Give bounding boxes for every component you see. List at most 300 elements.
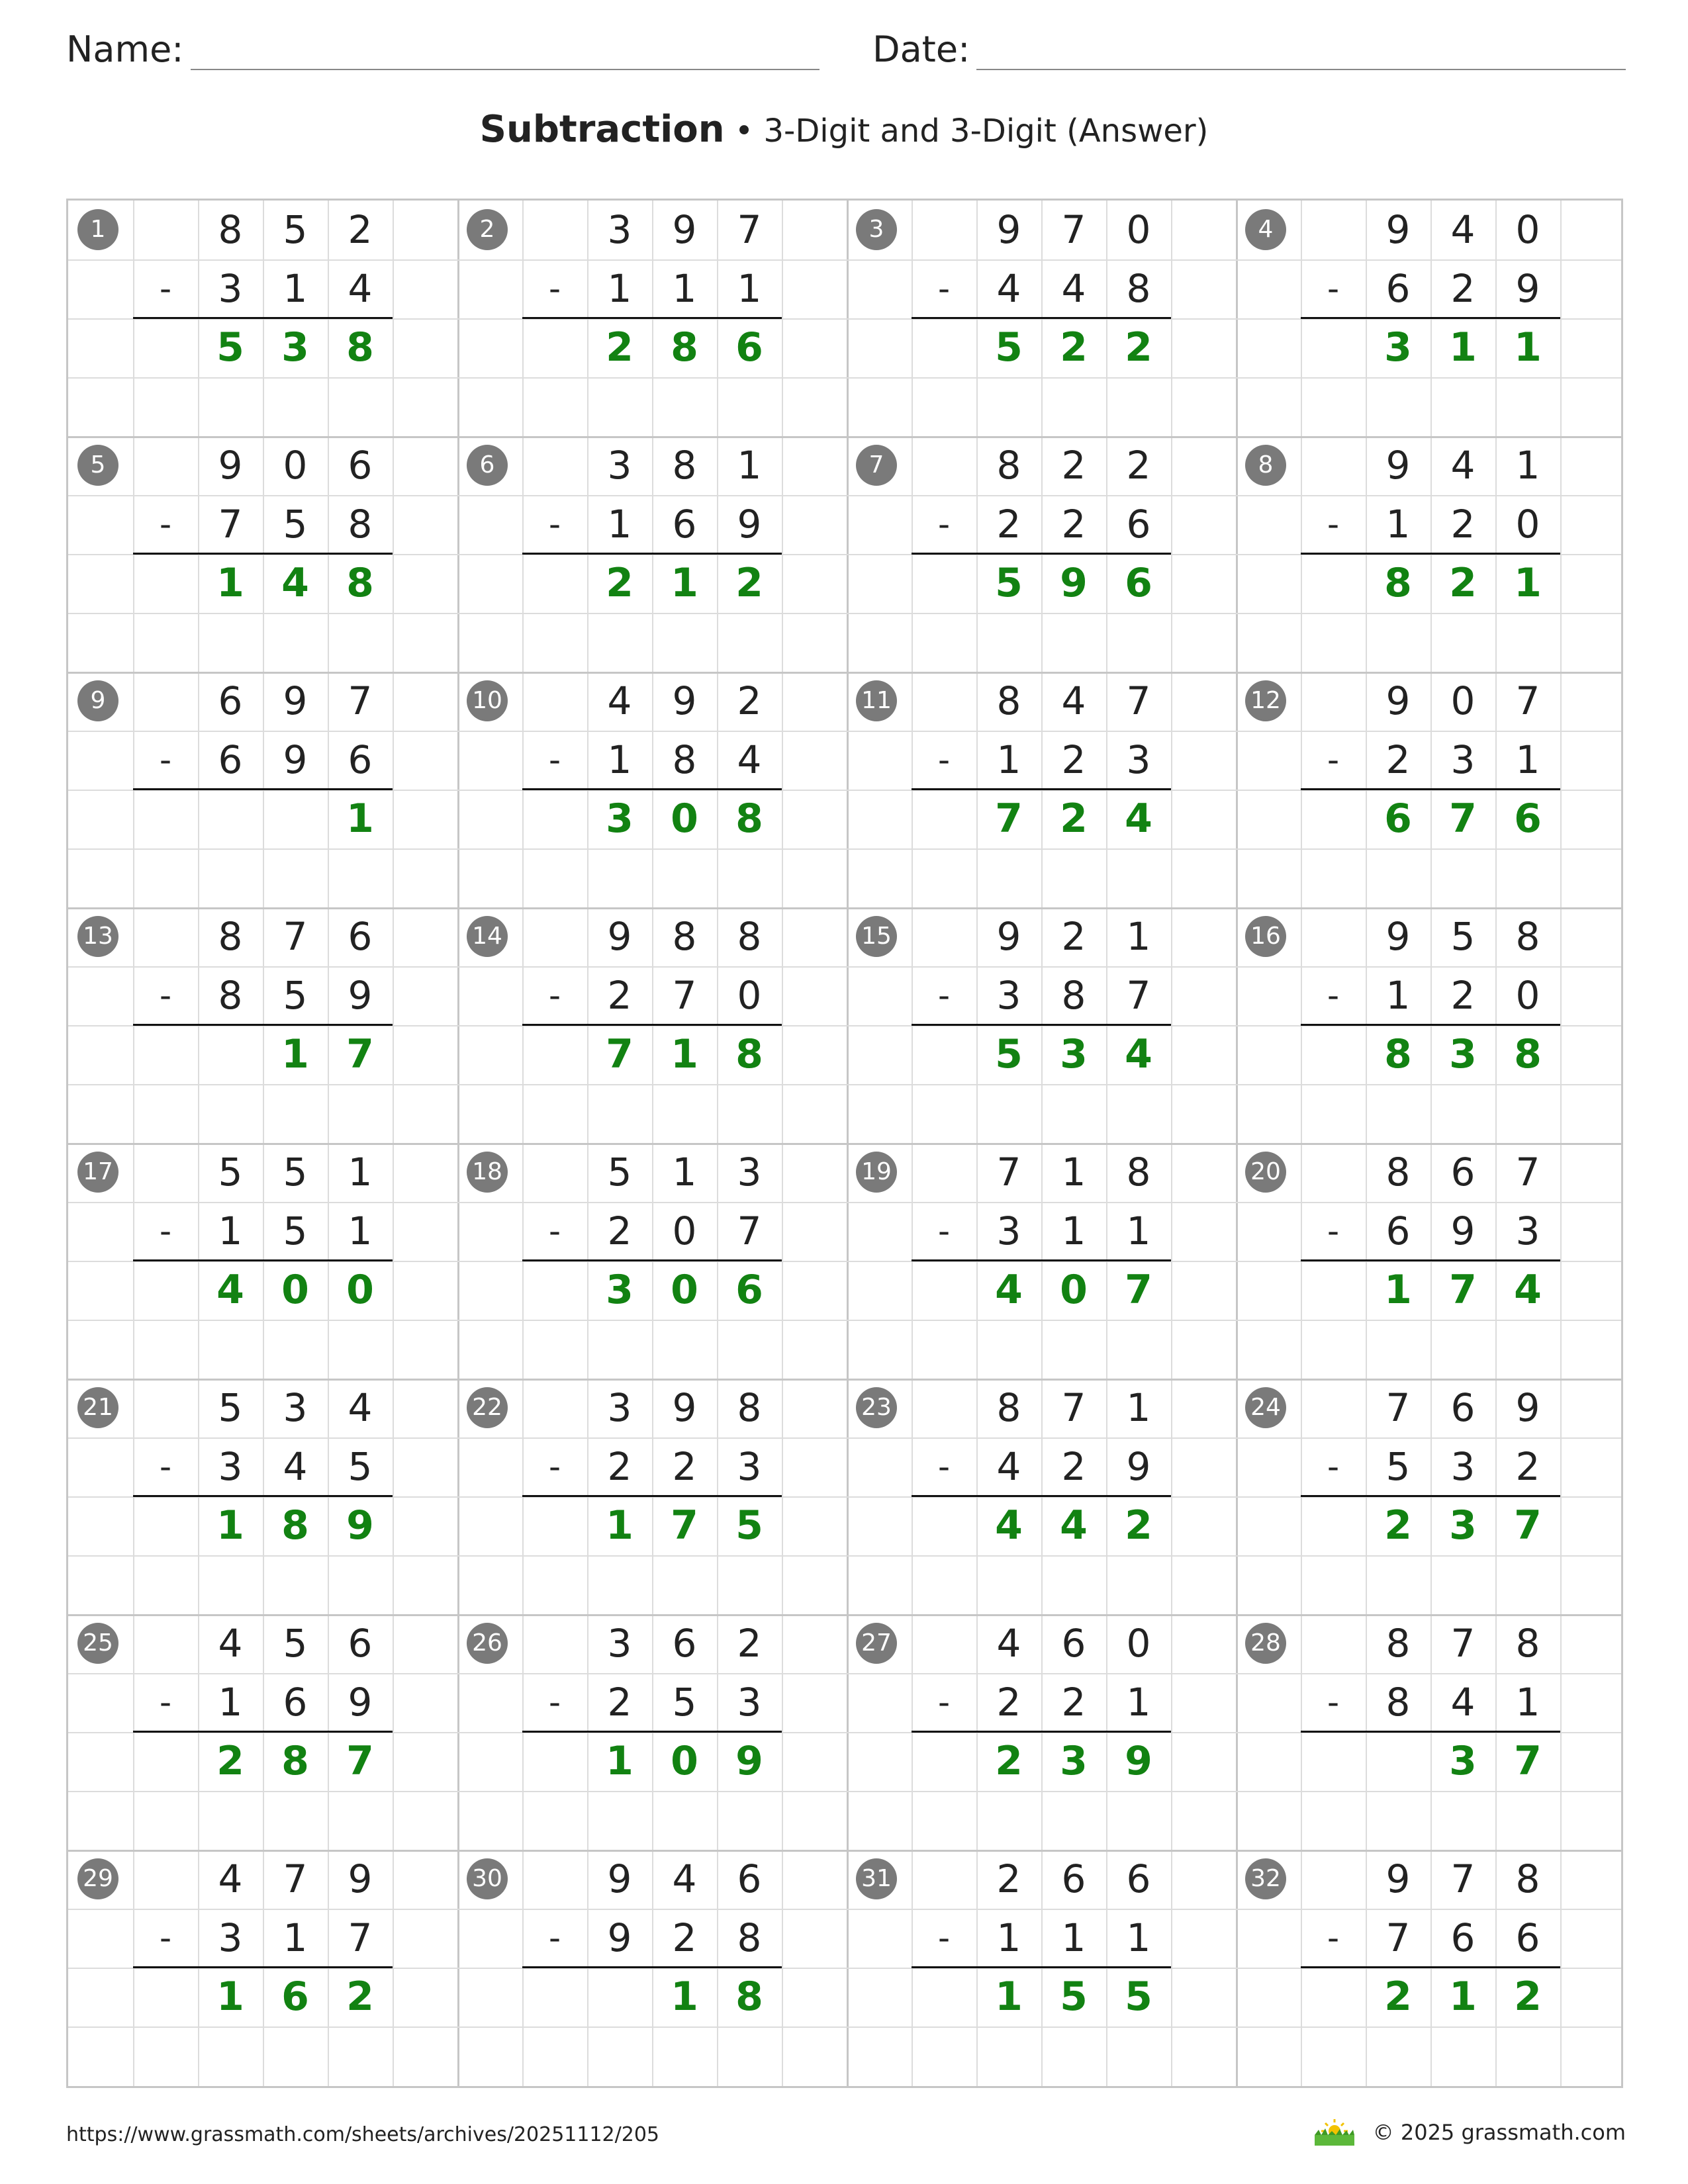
problem-2 — [457, 201, 847, 436]
minuend-digit: 0 — [1450, 678, 1476, 723]
minuend-digit: 9 — [348, 1856, 373, 1901]
subtrahend-digit: 1 — [218, 1680, 243, 1725]
problem-12 — [1236, 672, 1625, 907]
minus-sign: - — [1327, 976, 1340, 1015]
problem-7 — [847, 436, 1236, 672]
minuend-digit: 9 — [672, 678, 697, 723]
answer-digit: 1 — [216, 1502, 244, 1549]
answer-digit: 3 — [606, 1267, 633, 1313]
subtrahend-digit: 2 — [1061, 737, 1086, 782]
minuend-digit: 6 — [1450, 1385, 1476, 1430]
answer-digit: 8 — [671, 324, 698, 371]
minuend-digit: 9 — [283, 678, 308, 723]
subtrahend-digit: 9 — [1126, 1444, 1151, 1489]
answer-digit: 3 — [606, 796, 633, 842]
minuend-digit: 8 — [996, 678, 1021, 723]
problem-5 — [68, 436, 457, 672]
minuend-digit: 2 — [1061, 443, 1086, 488]
subtrahend-digit: 9 — [737, 502, 762, 547]
answer-digit: 6 — [735, 1267, 763, 1313]
answer-digit: 5 — [995, 560, 1023, 606]
subtrahend-digit: 1 — [1126, 1208, 1151, 1253]
minuend-digit: 9 — [672, 207, 697, 252]
problem-number-badge: 20 — [1245, 1152, 1286, 1193]
subtrahend-digit: 2 — [607, 1680, 632, 1725]
subtrahend-digit: 8 — [1061, 973, 1086, 1018]
minus-sign: - — [1327, 1447, 1340, 1486]
subtrahend-digit: 8 — [1126, 266, 1151, 311]
minus-sign: - — [159, 269, 172, 308]
answer-digit: 8 — [281, 1502, 309, 1549]
minus-sign: - — [548, 976, 561, 1015]
subtrahend-digit: 9 — [607, 1915, 632, 1960]
minuend-digit: 8 — [218, 207, 243, 252]
problem-number-badge: 8 — [1245, 445, 1286, 486]
answer-digit: 8 — [735, 796, 763, 842]
minuend-digit: 8 — [737, 914, 762, 959]
minuend-digit: 8 — [1515, 1856, 1540, 1901]
problem-10 — [457, 672, 847, 907]
subtrahend-digit: 2 — [607, 1444, 632, 1489]
problem-1 — [68, 201, 457, 436]
problem-24 — [1236, 1379, 1625, 1614]
answer-digit: 3 — [1060, 1031, 1088, 1077]
minuend-digit: 7 — [996, 1150, 1021, 1195]
answer-digit: 2 — [606, 560, 633, 606]
date-field[interactable] — [872, 24, 1626, 70]
answer-digit: 3 — [1384, 324, 1412, 371]
problem-number-badge: 9 — [77, 680, 118, 721]
subtrahend-digit: 9 — [1450, 1208, 1476, 1253]
answer-digit: 4 — [216, 1267, 244, 1313]
answer-digit: 2 — [1125, 1502, 1152, 1549]
problem-28 — [1236, 1614, 1625, 1850]
minuend-digit: 6 — [1450, 1150, 1476, 1195]
copyright-text: © 2025 grassmath.com — [1372, 2120, 1626, 2145]
subtrahend-digit: 3 — [1126, 737, 1151, 782]
subtrahend-digit: 6 — [1385, 1208, 1411, 1253]
subtrahend-digit: 3 — [996, 973, 1021, 1018]
minuend-digit: 7 — [1450, 1856, 1476, 1901]
minus-sign: - — [1327, 741, 1340, 779]
answer-digit: 7 — [1449, 1267, 1477, 1313]
answer-digit: 5 — [1060, 1974, 1088, 2020]
problem-21 — [68, 1379, 457, 1614]
minuend-digit: 3 — [607, 1385, 632, 1430]
minus-sign: - — [1327, 1919, 1340, 1957]
minus-sign: - — [937, 269, 951, 308]
subtrahend-digit: 1 — [607, 737, 632, 782]
subtrahend-digit: 6 — [1515, 1915, 1540, 1960]
minuend-digit: 4 — [607, 678, 632, 723]
minuend-digit: 8 — [1126, 1150, 1151, 1195]
problem-20 — [1236, 1143, 1625, 1379]
problem-11 — [847, 672, 1236, 907]
minus-sign: - — [159, 1447, 172, 1486]
problem-27 — [847, 1614, 1236, 1850]
minuend-digit: 9 — [218, 443, 243, 488]
problem-grid — [66, 199, 1623, 2088]
minuend-digit: 6 — [672, 1621, 697, 1666]
answer-digit: 6 — [1384, 796, 1412, 842]
subtrahend-digit: 9 — [1515, 266, 1540, 311]
problem-3 — [847, 201, 1236, 436]
answer-digit: 8 — [346, 324, 374, 371]
subtrahend-digit: 3 — [1450, 737, 1476, 782]
answer-digit: 8 — [346, 560, 374, 606]
minuend-digit: 8 — [218, 914, 243, 959]
minuend-digit: 6 — [1061, 1856, 1086, 1901]
minus-sign: - — [937, 1683, 951, 1721]
answer-digit: 2 — [735, 560, 763, 606]
title-main: Subtraction — [479, 108, 725, 151]
subtrahend-digit: 4 — [348, 266, 373, 311]
answer-digit: 1 — [281, 1031, 309, 1077]
subtrahend-digit: 4 — [283, 1444, 308, 1489]
problem-15 — [847, 907, 1236, 1143]
answer-digit: 4 — [995, 1502, 1023, 1549]
answer-digit: 8 — [735, 1974, 763, 2020]
minuend-digit: 5 — [283, 1621, 308, 1666]
answer-digit: 9 — [1060, 560, 1088, 606]
problem-number-badge: 18 — [467, 1152, 508, 1193]
subtrahend-digit: 1 — [996, 737, 1021, 782]
minuend-digit: 9 — [607, 914, 632, 959]
answer-digit: 8 — [1384, 560, 1412, 606]
minuend-digit: 5 — [283, 1150, 308, 1195]
minuend-digit: 3 — [607, 1621, 632, 1666]
minus-sign: - — [159, 505, 172, 543]
minuend-digit: 7 — [1515, 678, 1540, 723]
problem-13 — [68, 907, 457, 1143]
problem-23 — [847, 1379, 1236, 1614]
problem-number-badge: 23 — [856, 1387, 897, 1428]
problem-number-badge: 1 — [77, 209, 118, 250]
subtrahend-digit: 1 — [1061, 1208, 1086, 1253]
subtrahend-digit: 8 — [348, 502, 373, 547]
minus-sign: - — [548, 269, 561, 308]
answer-digit: 3 — [281, 324, 309, 371]
minuend-digit: 9 — [996, 207, 1021, 252]
minus-sign: - — [159, 976, 172, 1015]
subtrahend-digit: 3 — [996, 1208, 1021, 1253]
name-label: Name: — [66, 28, 184, 70]
subtrahend-digit: 8 — [672, 737, 697, 782]
subtrahend-digit: 9 — [348, 1680, 373, 1725]
subtrahend-digit: 3 — [218, 266, 243, 311]
minuend-digit: 9 — [1385, 207, 1411, 252]
minuend-digit: 1 — [1126, 914, 1151, 959]
answer-digit: 1 — [1514, 324, 1542, 371]
problem-6 — [457, 436, 847, 672]
minuend-digit: 8 — [737, 1385, 762, 1430]
subtrahend-digit: 8 — [1385, 1680, 1411, 1725]
subtrahend-digit: 1 — [348, 1208, 373, 1253]
subtrahend-digit: 2 — [996, 1680, 1021, 1725]
subtrahend-digit: 0 — [1515, 502, 1540, 547]
problem-number-badge: 32 — [1245, 1858, 1286, 1899]
minuend-digit: 0 — [283, 443, 308, 488]
subtrahend-digit: 1 — [737, 266, 762, 311]
problem-number-badge: 26 — [467, 1623, 508, 1664]
subtrahend-digit: 1 — [1515, 1680, 1540, 1725]
problem-22 — [457, 1379, 847, 1614]
minus-sign: - — [937, 976, 951, 1015]
minus-sign: - — [548, 741, 561, 779]
subtrahend-digit: 1 — [1385, 502, 1411, 547]
minus-sign: - — [548, 1683, 561, 1721]
answer-digit: 4 — [1060, 1502, 1088, 1549]
answer-digit: 4 — [1125, 1031, 1152, 1077]
minus-sign: - — [548, 1919, 561, 1957]
footer-url: https://www.grassmath.com/sheets/archives/20251112/205 — [66, 2123, 660, 2146]
subtrahend-digit: 6 — [672, 502, 697, 547]
subtrahend-digit: 4 — [996, 1444, 1021, 1489]
subtrahend-digit: 3 — [1515, 1208, 1540, 1253]
minuend-digit: 8 — [1385, 1150, 1411, 1195]
problem-number-badge: 24 — [1245, 1387, 1286, 1428]
minuend-digit: 8 — [1385, 1621, 1411, 1666]
answer-digit: 1 — [671, 1974, 698, 2020]
answer-digit: 7 — [1514, 1502, 1542, 1549]
problem-17 — [68, 1143, 457, 1379]
subtrahend-digit: 1 — [283, 266, 308, 311]
minuend-digit: 2 — [1126, 443, 1151, 488]
minuend-digit: 6 — [348, 914, 373, 959]
answer-digit: 5 — [735, 1502, 763, 1549]
worksheet-title — [0, 107, 1688, 152]
answer-digit: 1 — [346, 796, 374, 842]
minus-sign: - — [937, 1447, 951, 1486]
minuend-digit: 4 — [348, 1385, 373, 1430]
subtrahend-digit: 2 — [1450, 973, 1476, 1018]
subtrahend-digit: 0 — [1515, 973, 1540, 1018]
subtrahend-digit: 1 — [996, 1915, 1021, 1960]
minuend-digit: 3 — [607, 443, 632, 488]
subtrahend-digit: 1 — [607, 502, 632, 547]
subtrahend-digit: 5 — [348, 1444, 373, 1489]
answer-digit: 0 — [281, 1267, 309, 1313]
minuend-digit: 6 — [1061, 1621, 1086, 1666]
minus-sign: - — [159, 1919, 172, 1957]
subtrahend-digit: 2 — [1515, 1444, 1540, 1489]
answer-digit: 2 — [1449, 560, 1477, 606]
problem-number-badge: 11 — [856, 680, 897, 721]
minuend-digit: 7 — [1061, 207, 1086, 252]
name-line[interactable] — [191, 23, 820, 70]
subtrahend-digit: 2 — [672, 1444, 697, 1489]
minus-sign: - — [937, 741, 951, 779]
minus-sign: - — [1327, 269, 1340, 308]
problem-number-badge: 6 — [467, 445, 508, 486]
subtrahend-digit: 1 — [1061, 1915, 1086, 1960]
minuend-digit: 3 — [283, 1385, 308, 1430]
minuend-digit: 5 — [218, 1385, 243, 1430]
minus-sign: - — [159, 1683, 172, 1721]
subtrahend-digit: 7 — [348, 1915, 373, 1960]
minuend-digit: 7 — [1061, 1385, 1086, 1430]
minuend-digit: 8 — [996, 443, 1021, 488]
minuend-digit: 9 — [607, 1856, 632, 1901]
answer-digit: 3 — [1449, 1502, 1477, 1549]
problem-number-badge: 31 — [856, 1858, 897, 1899]
answer-digit: 1 — [671, 1031, 698, 1077]
answer-digit: 8 — [281, 1738, 309, 1784]
problem-14 — [457, 907, 847, 1143]
minuend-digit: 5 — [1450, 914, 1476, 959]
problem-number-badge: 30 — [467, 1858, 508, 1899]
answer-digit: 1 — [1384, 1267, 1412, 1313]
problem-number-badge: 10 — [467, 680, 508, 721]
problem-number-badge: 21 — [77, 1387, 118, 1428]
answer-digit: 5 — [995, 1031, 1023, 1077]
problem-number-badge: 12 — [1245, 680, 1286, 721]
subtrahend-digit: 6 — [1126, 502, 1151, 547]
subtrahend-digit: 8 — [218, 973, 243, 1018]
minus-sign: - — [1327, 505, 1340, 543]
problem-32 — [1236, 1850, 1625, 2085]
subtrahend-digit: 0 — [672, 1208, 697, 1253]
subtrahend-digit: 2 — [1385, 737, 1411, 782]
minuend-digit: 2 — [737, 1621, 762, 1666]
answer-digit: 0 — [671, 796, 698, 842]
answer-digit: 2 — [1060, 324, 1088, 371]
answer-digit: 2 — [606, 324, 633, 371]
minuend-digit: 5 — [283, 207, 308, 252]
minuend-digit: 1 — [672, 1150, 697, 1195]
answer-digit: 7 — [671, 1502, 698, 1549]
minus-sign: - — [937, 505, 951, 543]
answer-digit: 1 — [1514, 560, 1542, 606]
minuend-digit: 4 — [996, 1621, 1021, 1666]
minus-sign: - — [548, 505, 561, 543]
subtrahend-digit: 6 — [1450, 1915, 1476, 1960]
subtrahend-digit: 5 — [283, 973, 308, 1018]
answer-digit: 4 — [995, 1267, 1023, 1313]
minuend-digit: 7 — [283, 1856, 308, 1901]
minuend-digit: 9 — [1385, 678, 1411, 723]
subtrahend-digit: 1 — [1515, 737, 1540, 782]
subtrahend-digit: 3 — [1450, 1444, 1476, 1489]
answer-digit: 5 — [995, 324, 1023, 371]
subtrahend-digit: 5 — [283, 1208, 308, 1253]
title-separator: • — [724, 113, 764, 150]
minuend-digit: 8 — [996, 1385, 1021, 1430]
subtrahend-digit: 5 — [283, 502, 308, 547]
answer-digit: 5 — [216, 324, 244, 371]
minuend-digit: 7 — [1385, 1385, 1411, 1430]
problem-18 — [457, 1143, 847, 1379]
answer-digit: 9 — [1125, 1738, 1152, 1784]
answer-digit: 0 — [1060, 1267, 1088, 1313]
subtrahend-digit: 4 — [1450, 1680, 1476, 1725]
minuend-digit: 2 — [1061, 914, 1086, 959]
subtrahend-digit: 2 — [1061, 502, 1086, 547]
subtrahend-digit: 1 — [607, 266, 632, 311]
minuend-digit: 1 — [737, 443, 762, 488]
answer-digit: 1 — [606, 1502, 633, 1549]
date-label: Date: — [872, 28, 970, 70]
answer-digit: 2 — [1384, 1974, 1412, 2020]
answer-digit: 5 — [1125, 1974, 1152, 2020]
problem-number-badge: 14 — [467, 916, 508, 957]
subtrahend-digit: 1 — [1126, 1680, 1151, 1725]
subtrahend-digit: 7 — [737, 1208, 762, 1253]
subtrahend-digit: 5 — [672, 1680, 697, 1725]
problem-9 — [68, 672, 457, 907]
minuend-digit: 6 — [348, 443, 373, 488]
minuend-digit: 2 — [348, 207, 373, 252]
subtrahend-digit: 2 — [607, 1208, 632, 1253]
answer-digit: 6 — [1125, 560, 1152, 606]
answer-digit: 7 — [1449, 796, 1477, 842]
minuend-digit: 1 — [1126, 1385, 1151, 1430]
minuend-digit: 1 — [1515, 443, 1540, 488]
date-line[interactable] — [976, 23, 1626, 70]
minuend-digit: 6 — [737, 1856, 762, 1901]
minuend-digit: 7 — [348, 678, 373, 723]
answer-digit: 8 — [1514, 1031, 1542, 1077]
problem-number-badge: 3 — [856, 209, 897, 250]
problem-number-badge: 22 — [467, 1387, 508, 1428]
minuend-digit: 3 — [607, 207, 632, 252]
minus-sign: - — [159, 1212, 172, 1250]
subtrahend-digit: 1 — [283, 1915, 308, 1960]
minuend-digit: 9 — [1385, 914, 1411, 959]
answer-digit: 1 — [995, 1974, 1023, 2020]
answer-digit: 8 — [1384, 1031, 1412, 1077]
answer-digit: 0 — [346, 1267, 374, 1313]
problem-number-badge: 4 — [1245, 209, 1286, 250]
answer-digit: 1 — [671, 560, 698, 606]
subtrahend-digit: 9 — [283, 737, 308, 782]
answer-digit: 1 — [1449, 1974, 1477, 2020]
problem-number-badge: 19 — [856, 1152, 897, 1193]
subtrahend-digit: 7 — [218, 502, 243, 547]
minuend-digit: 9 — [672, 1385, 697, 1430]
subtrahend-digit: 2 — [672, 1915, 697, 1960]
problem-16 — [1236, 907, 1625, 1143]
minuend-digit: 4 — [1061, 678, 1086, 723]
minuend-digit: 1 — [1061, 1150, 1086, 1195]
minuend-digit: 7 — [283, 914, 308, 959]
subtrahend-digit: 1 — [218, 1208, 243, 1253]
subtrahend-digit: 8 — [737, 1915, 762, 1960]
minuend-digit: 8 — [672, 914, 697, 959]
answer-digit: 6 — [1514, 796, 1542, 842]
subtrahend-digit: 3 — [737, 1444, 762, 1489]
subtrahend-digit: 7 — [672, 973, 697, 1018]
problem-number-badge: 2 — [467, 209, 508, 250]
minus-sign: - — [1327, 1212, 1340, 1250]
answer-digit: 1 — [1449, 324, 1477, 371]
answer-digit: 7 — [995, 796, 1023, 842]
minuend-digit: 8 — [1515, 914, 1540, 959]
answer-digit: 7 — [1125, 1267, 1152, 1313]
subtrahend-digit: 1 — [1385, 973, 1411, 1018]
minus-sign: - — [1327, 1683, 1340, 1721]
answer-digit: 3 — [1449, 1031, 1477, 1077]
subtrahend-digit: 4 — [1061, 266, 1086, 311]
problem-31 — [847, 1850, 1236, 2085]
subtrahend-digit: 0 — [737, 973, 762, 1018]
name-field[interactable] — [66, 24, 820, 70]
subtrahend-digit: 6 — [1385, 266, 1411, 311]
subtrahend-digit: 7 — [1126, 973, 1151, 1018]
subtrahend-digit: 2 — [1061, 1444, 1086, 1489]
subtrahend-digit: 2 — [1450, 502, 1476, 547]
problem-number-badge: 25 — [77, 1623, 118, 1664]
